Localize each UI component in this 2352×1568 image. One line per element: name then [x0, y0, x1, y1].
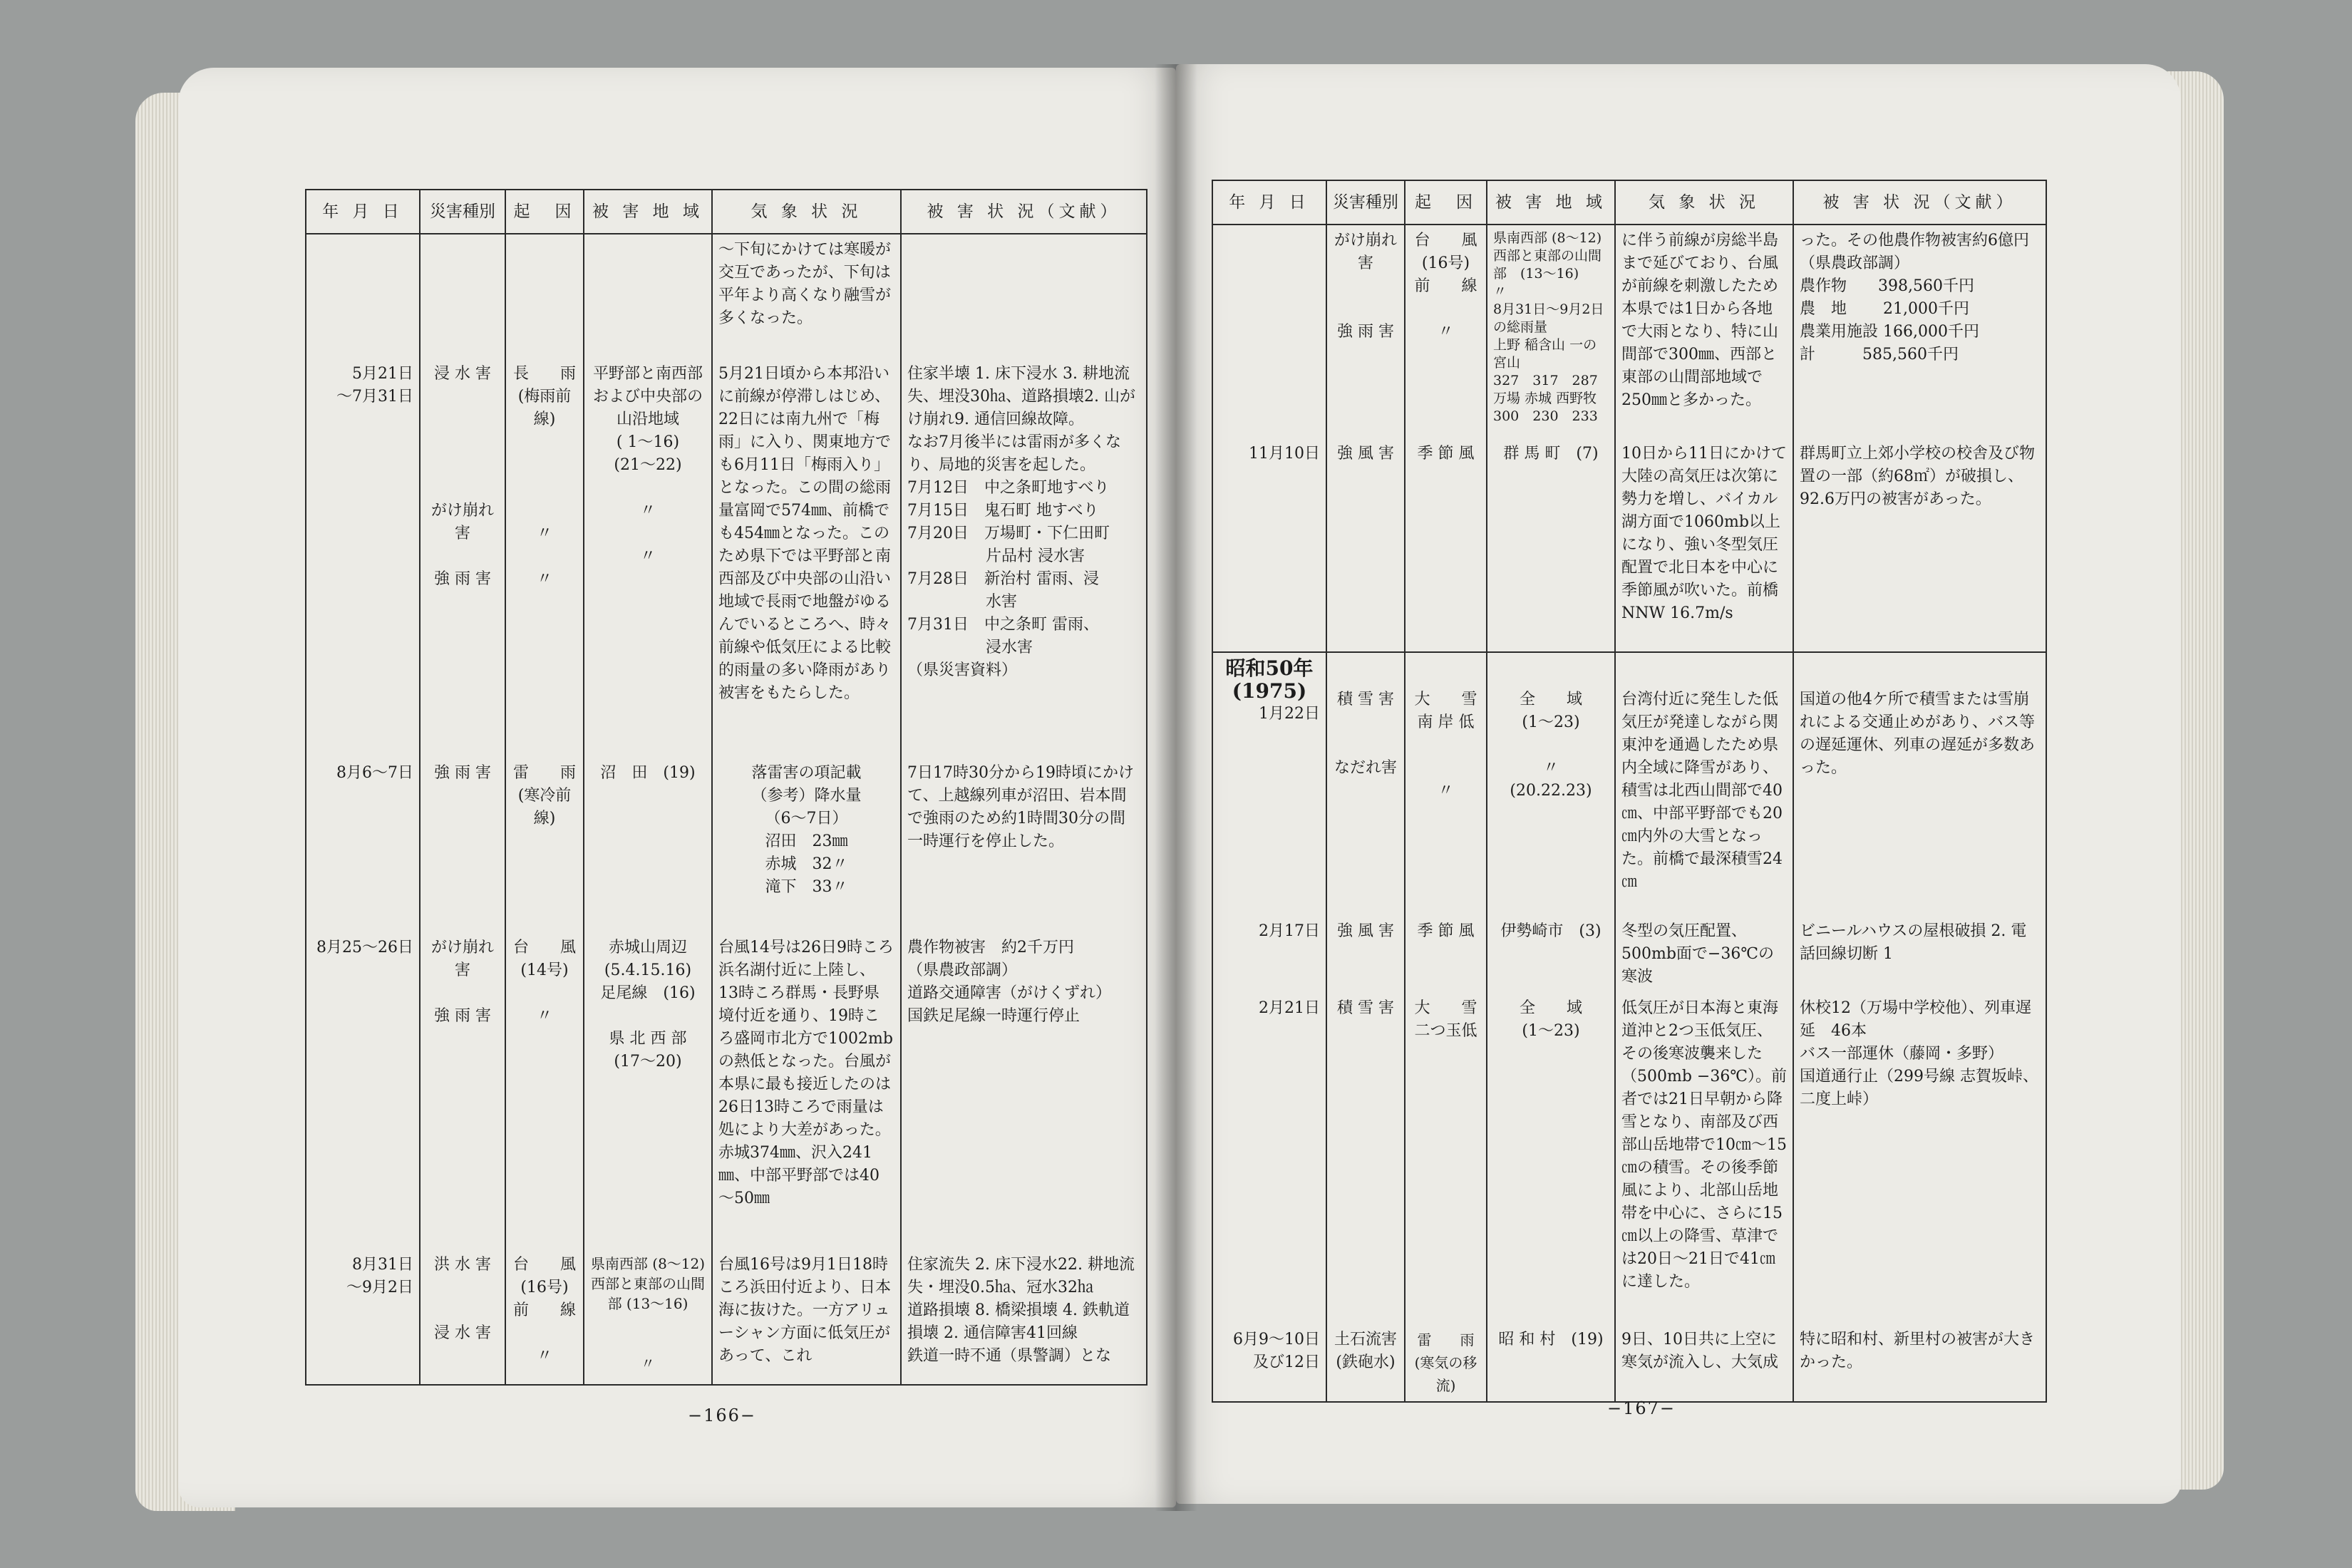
- area-cell: 県南西部 (8～12) 西部と東部の山間部 (13～16) 〃: [590, 1255, 706, 1372]
- area-cell: 昭 和 村 (19): [1498, 1331, 1604, 1348]
- col-damage: 被 害 状 況（文献）: [1793, 180, 2046, 225]
- type-cell: 強 風 害: [1337, 445, 1394, 463]
- area-cell: 赤城山周辺 (5.4.15.16) 足尾線 (16) 県 北 西 部 (17～20): [600, 939, 696, 1071]
- area-cell: 沼 田 (19): [600, 764, 696, 782]
- type-cell: 洪 水 害 浸 水 害: [434, 1256, 491, 1342]
- date-cell: 2月17日: [1259, 922, 1320, 940]
- table-row: [306, 234, 1147, 359]
- table-row: [1212, 225, 2046, 438]
- date-cell: 8月25～26日: [316, 939, 413, 956]
- weather-cell: 落雷害の項記載 （参考）降水量 （6～7日） 沼田 23㎜ 赤城 32〃 滝下 33〃: [751, 764, 862, 896]
- damage-cell: 7日17時30分から19時頃にかけて、上越線列車が沼田、岩本間で強雨のため約1時間30分の間一時運行を停止した。: [907, 764, 1134, 850]
- date-cell: 11月10日: [1249, 445, 1320, 463]
- cause-cell: 台 風 (16号) 前 線 〃: [512, 1256, 576, 1365]
- weather-cell: 低気圧が日本海と東海道沖と2つ玉低気圧、その後寒波襲来した（500mb −36℃）。前者では21日早朝から降雪となり、南部及び西部山岳地帯で10㎝～15㎝の積雪。その後季節風により、北部山岳地帯を中心に、さらに15㎝以上の降雪、草津では20日～21日で41㎝に達した。: [1621, 999, 1787, 1291]
- date-cell: 8月6～7日: [336, 764, 413, 782]
- area-cell: 全 域 (1～23) 〃 (20.22.23): [1510, 691, 1592, 800]
- cause-cell: 雷 雨 (寒気の移流): [1414, 1331, 1477, 1394]
- weather-cell: 台風16号は9月1日18時ころ浜田付近より、日本海に抜けた。一方アリューシャン方面に低気圧があって、これ: [718, 1256, 892, 1365]
- col-date: 年 月 日: [306, 190, 420, 234]
- type-cell: 強 風 害: [1337, 922, 1394, 940]
- left-header-row: [306, 190, 1147, 234]
- cause-cell: 季 節 風: [1417, 922, 1475, 940]
- date-cell: 5月21日 ～7月31日: [336, 365, 413, 406]
- table-row: [306, 758, 1147, 932]
- type-cell: 土石流害 (鉄砲水): [1334, 1331, 1397, 1371]
- cause-cell: 雷 雨 (寒冷前線): [512, 764, 576, 827]
- table-row: [1212, 993, 2046, 1324]
- type-cell: 積 雪 害: [1337, 999, 1394, 1017]
- cause-cell: 大 雪 二つ玉低: [1414, 999, 1477, 1040]
- weather-cell: 台湾付近に発生した低気圧が発達しながら関東沖を通過したため県内全域に降雪があり、積雪は北西山間部で40㎝、中部平野部でも20㎝内外の大雪となった。前橋で最深積雪24㎝: [1621, 691, 1783, 891]
- date-cell: 1月22日: [1259, 705, 1320, 723]
- weather-cell: 冬型の気圧配置、500mb面で−36℃の寒波: [1621, 922, 1774, 986]
- date-cell: 8月31日 ～9月2日: [346, 1256, 413, 1296]
- table-row: [306, 359, 1147, 758]
- type-cell: 浸 水 害 がけ崩れ害 強 雨 害: [430, 365, 494, 588]
- area-cell: 伊勢崎市 (3): [1500, 922, 1601, 940]
- type-cell: 積 雪 害 なだれ害: [1334, 691, 1397, 777]
- damage-cell: 休校12（万場中学校他）、列車遅延 46本 バス一部運休（藤岡・多野） 国道通行止（299号線 志賀坂峠、二度上峠）: [1800, 999, 2038, 1108]
- col-damage: 被 害 状 況（文献）: [901, 190, 1147, 234]
- damage-cell: 群馬町立上郊小学校の校舎及び物置の一部（約68㎡）が破損し、92.6万円の被害があった。: [1800, 445, 2036, 508]
- damage-cell: った。その他農作物被害約6億円 （県農政部調） 農作物 398,560千円 農 地 21,000千円 農業用施設 166,000千円 計 585,560千円: [1800, 232, 2029, 363]
- book-gutter: [1155, 64, 1197, 1511]
- date-cell: 6月9～10日 及び12日: [1233, 1331, 1320, 1371]
- col-weather: 気 象 状 況: [712, 190, 901, 234]
- cause-cell: 長 雨 (梅雨前線) 〃 〃: [512, 365, 576, 588]
- area-cell: 県南西部 (8～12) 西部と東部の山間部 (13～16) 〃 8月31日～9月2日の総雨量 上野 稲含山 一の宮山 327 317 287 万場 赤城 西野牧 300 230 233: [1493, 230, 1604, 424]
- left-disaster-table: [305, 189, 1147, 1386]
- left-page-number: −166−: [688, 1405, 757, 1425]
- right-disaster-table: [1212, 180, 2047, 1403]
- type-cell: 強 雨 害: [434, 764, 491, 782]
- table-row: [306, 932, 1147, 1249]
- weather-cell: 10日から11日にかけて大陸の高気圧は次第に勢力を増し、バイカル湖方面で1060mb以上になり、強い冬型気圧配置で北日本を中心に季節風が吹いた。前橋 NNW 16.7m/s: [1621, 445, 1787, 622]
- damage-cell: 住家流失 2. 床下浸水22. 耕地流失・埋没0.5㏊、冠水32㏊ 道路損壊 8. 橋梁損壊 4. 鉄軌道損壊 2. 通信障害41回線 鉄道一時不通（県警調）とな: [907, 1256, 1135, 1365]
- cause-cell: 台 風 (16号) 前 線 〃: [1414, 232, 1477, 341]
- damage-cell: 国道の他4ケ所で積雪または雪崩れによる交通止めがあり、バス等の遅延運休、列車の遅延が多数あった。: [1800, 691, 2036, 777]
- table-row: [306, 1249, 1147, 1385]
- area-cell: 平野部と南西部 および中央部の 山沿地域 ( 1～16) (21～22) 〃 〃: [592, 365, 703, 565]
- type-cell: がけ崩れ害 強 雨 害: [430, 939, 494, 1025]
- right-page-number: −167−: [1607, 1398, 1676, 1418]
- damage-cell: 農作物被害 約2千万円 （県農政部調） 道路交通障害（がけくずれ） 国鉄足尾線一時運行停止: [907, 939, 1112, 1025]
- date-cell-group: [1213, 653, 1326, 730]
- damage-cell: 住家半壊 1. 床下浸水 3. 耕地流失、埋没30㏊、道路損壊2. 山がけ崩れ9. 通信回線故障。 なお7月後半には雷雨が多くなり、局地的災害を起した。 7月12日 中之条町地すべり 7月15日 鬼石町 地すべり 7月20日 万場町・下仁田町 片品村 浸水害 7月28日 新治村 雷雨、浸 水害 7月31日 中之条町 雷雨、 浸水害 （県災害資料）: [907, 365, 1135, 679]
- col-cause: 起 因: [1405, 180, 1487, 225]
- area-cell: 全 域 (1～23): [1519, 999, 1582, 1040]
- weather-cell: ～下旬にかけては寒暖が交互であったが、下旬は平年より高くなり融雪が多くなった。: [718, 241, 892, 327]
- col-area: 被 害 地 域: [584, 190, 712, 234]
- table-row: [1212, 652, 2046, 916]
- weather-cell: に伴う前線が房総半島まで延びており、台風が前線を刺激したため本県では1日から各地で大雨となり、特に山間部で300㎜、西部と東部の山間部地域で250㎜と多かった。: [1621, 232, 1779, 409]
- weather-cell: 9日、10日共に上空に寒気が流入し、大気成: [1621, 1331, 1779, 1371]
- cause-cell: 季 節 風: [1417, 445, 1475, 463]
- table-row: [1212, 438, 2046, 652]
- right-header-row: [1212, 180, 2046, 225]
- col-type: 災害種別: [420, 190, 505, 234]
- table-row: [1212, 916, 2046, 993]
- weather-cell: 台風14号は26日9時ころ浜名湖付近に上陸し、13時ころ群馬・長野県境付近を通り、19時ころ盛岡市北方で1002mbの熱低となった。台風が本県に最も接近したのは26日13時ころで雨量は処により大差があった。 赤城374㎜、沢入241㎜、中部平野部では40～50㎜: [718, 939, 896, 1207]
- table-row: [1212, 1324, 2046, 1402]
- cause-cell: 台 風 (14号) 〃: [512, 939, 576, 1025]
- area-cell: 群 馬 町 (7): [1503, 445, 1599, 463]
- col-date: 年 月 日: [1212, 180, 1326, 225]
- date-cell: 2月21日: [1259, 999, 1320, 1017]
- col-weather: 気 象 状 況: [1615, 180, 1793, 225]
- damage-cell: ビニールハウスの屋根破損 2. 電話回線切断 1: [1800, 922, 2027, 963]
- cause-cell: 大 雪 南 岸 低 〃: [1414, 691, 1477, 800]
- date-cell: [1213, 225, 1326, 234]
- weather-cell: 5月21日頃から本邦沿いに前線が停滞しはじめ、22日には南九州で「梅雨」に入り、関東地方でも6月11日「梅雨入り」となった。この間の総雨量富岡で574㎜、前橋でも454㎜となった。このため県下では平野部と南西部及び中央部の山沿い地域で長雨で地盤がゆるんでいるところへ、時々前線や低気圧による比較的雨量の多い降雨があり被害をもたらした。: [718, 365, 892, 702]
- col-type: 災害種別: [1326, 180, 1405, 225]
- damage-cell: 特に昭和村、新里村の被害が大きかった。: [1800, 1331, 2036, 1371]
- col-cause: 起 因: [505, 190, 584, 234]
- col-area: 被 害 地 域: [1487, 180, 1615, 225]
- type-cell: がけ崩れ害 強 雨 害: [1334, 232, 1397, 341]
- era-label: 昭和50年 (1975): [1225, 656, 1314, 703]
